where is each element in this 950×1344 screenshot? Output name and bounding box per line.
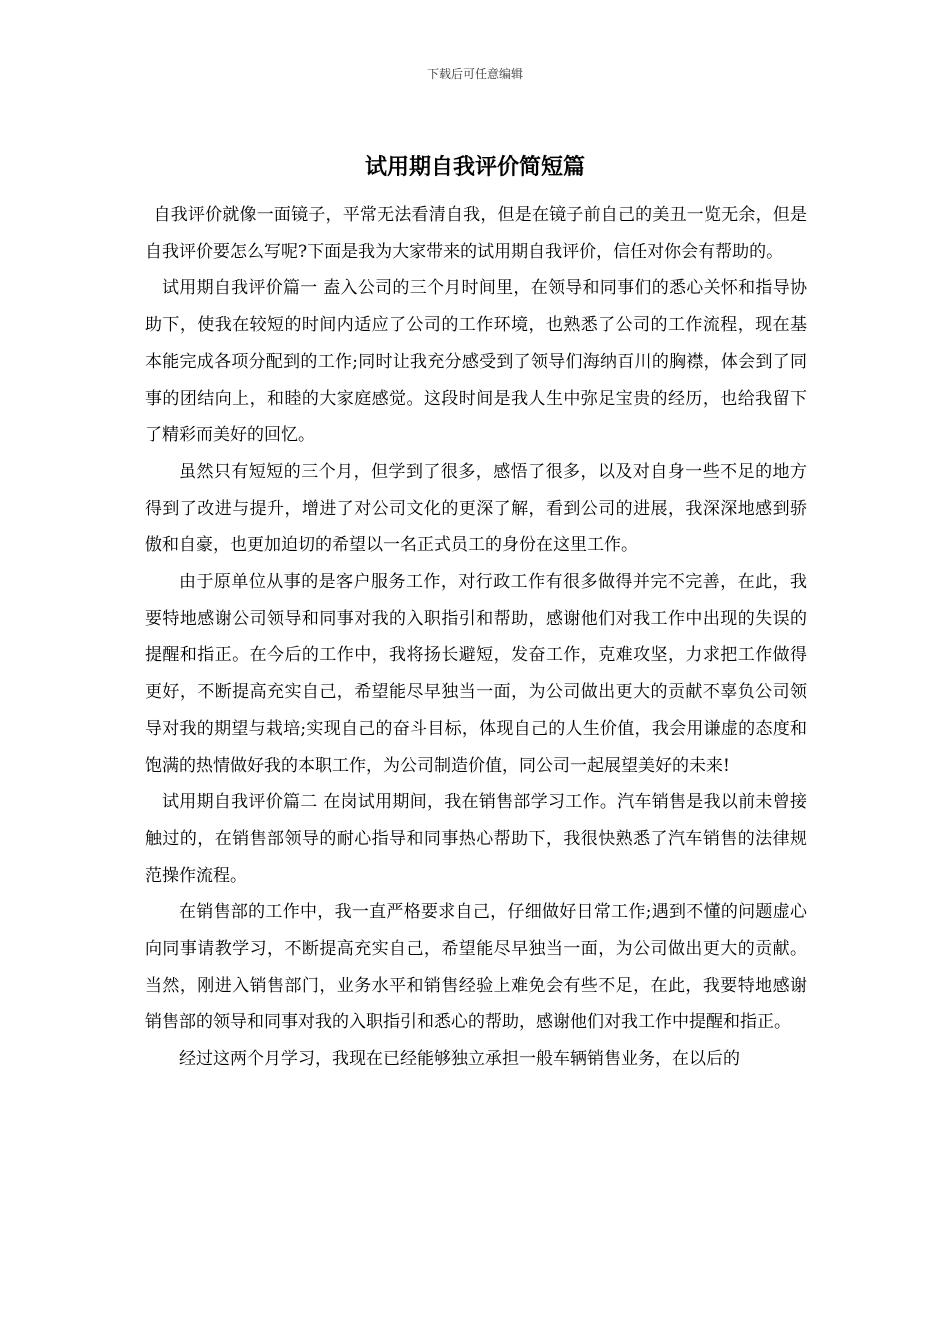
paragraph: 由于原单位从事的是客户服务工作，对行政工作有很多做得并完不完善，在此，我要特地感谢公司领导和同事对我的入职指引和帮助，感谢他们对我工作中出现的失误的提醒和指正。在今后的工作中，我将扬长避短，发奋工作，克难攻坚，力求把工作做得更好，不断提高充实自己，希望能尽早独当一面，为公司做出更大的贡献不辜负公司领导对我的期望与栽培;实现自己的奋斗目标，体现自己的人生价值，我会用谦虚的态度和饱满的热情做好我的本职工作，为公司制造价值，同公司一起展望美好的未来!: [145, 572, 807, 776]
paragraph-section-two: 试用期自我评价篇二 在岗试用期间，我在销售部学习工作。汽车销售是我以前未曾接触过的，在销售部领导的耐心指导和同事热心帮助下，我很快熟悉了汽车销售的法律规范操作流程。: [145, 792, 807, 886]
header-note: 下载后可任意编辑: [426, 67, 523, 81]
paragraph-section-one: 试用期自我评价篇一 盍入公司的三个月时间里，在领导和同事们的悉心关怀和指导协助下，使我在较短的时间内适应了公司的工作环境，也熟悉了公司的工作流程，现在基本能完成各项分配到的工作;同时让我充分感受到了领导们海纳百川的胸襟，体会到了同事的团结向上，和睦的大家庭感觉。这段时间是我人生中弥足宝贵的经历，也给我留下了精彩而美好的回忆。: [145, 278, 807, 446]
paragraph: 虽然只有短短的三个月，但学到了很多，感悟了很多，以及对自身一些不足的地方得到了改进与提升，增进了对公司文化的更深了解，看到公司的进展，我深深地感到骄傲和自豪，也更加迫切的希望以一名正式员工的身份在这里工作。: [145, 461, 807, 556]
document-title: 试用期自我评价简短篇: [364, 155, 585, 180]
paragraph-intro: 自我评价就像一面镜子，平常无法看清自我，但是在镜子前自己的美丑一览无余，但是自我评价要怎么写呢?下面是我为大家带来的试用期自我评价，信任对你会有帮助的。: [145, 205, 807, 262]
paragraph: 经过这两个月学习，我现在已经能够独立承担一般车辆销售业务，在以后的: [179, 1049, 740, 1070]
paragraph: 在销售部的工作中，我一直严格要求自己，仔细做好日常工作;遇到不懂的问题虚心向同事请教学习，不断提高充实自己，希望能尽早独当一面，为公司做出更大的贡献。当然，刚进入销售部门，业务水平和销售经验上难免会有些不足，在此，我要特地感谢销售部的领导和同事对我的入职指引和悉心的帮助，感谢他们对我工作中提醒和指正。: [145, 902, 807, 1033]
document-body: [145, 197, 807, 1078]
